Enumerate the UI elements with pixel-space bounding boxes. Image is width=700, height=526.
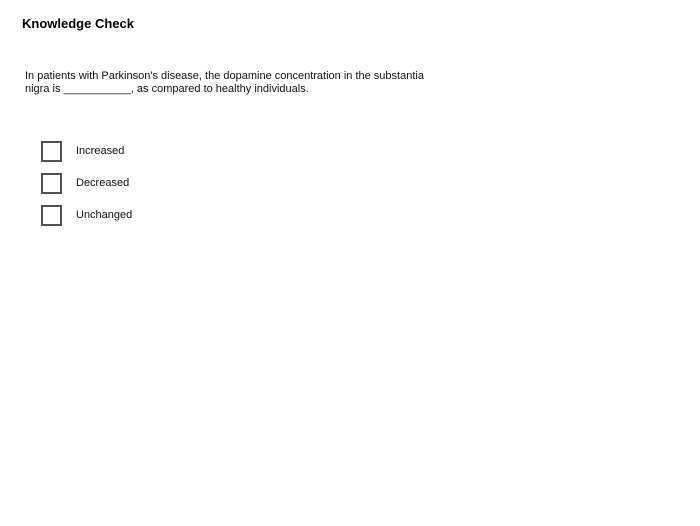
checkbox-unchanged[interactable] bbox=[41, 205, 62, 226]
option-label: Increased bbox=[76, 145, 125, 157]
option-decreased[interactable] bbox=[41, 173, 132, 194]
question-text bbox=[25, 70, 455, 96]
option-label: Decreased bbox=[76, 177, 130, 189]
checkbox-decreased[interactable] bbox=[41, 173, 62, 194]
answer-options bbox=[41, 141, 132, 237]
page-title: Knowledge Check bbox=[22, 16, 134, 31]
question-line-2: nigra is ___________, as compared to healthy individuals. bbox=[25, 83, 309, 95]
option-increased[interactable] bbox=[41, 141, 132, 162]
question-line-1: In patients with Parkinson's disease, the dopamine concentration in the substantia bbox=[25, 70, 424, 82]
checkbox-increased[interactable] bbox=[41, 141, 62, 162]
option-unchanged[interactable] bbox=[41, 205, 132, 226]
option-label: Unchanged bbox=[76, 209, 133, 221]
